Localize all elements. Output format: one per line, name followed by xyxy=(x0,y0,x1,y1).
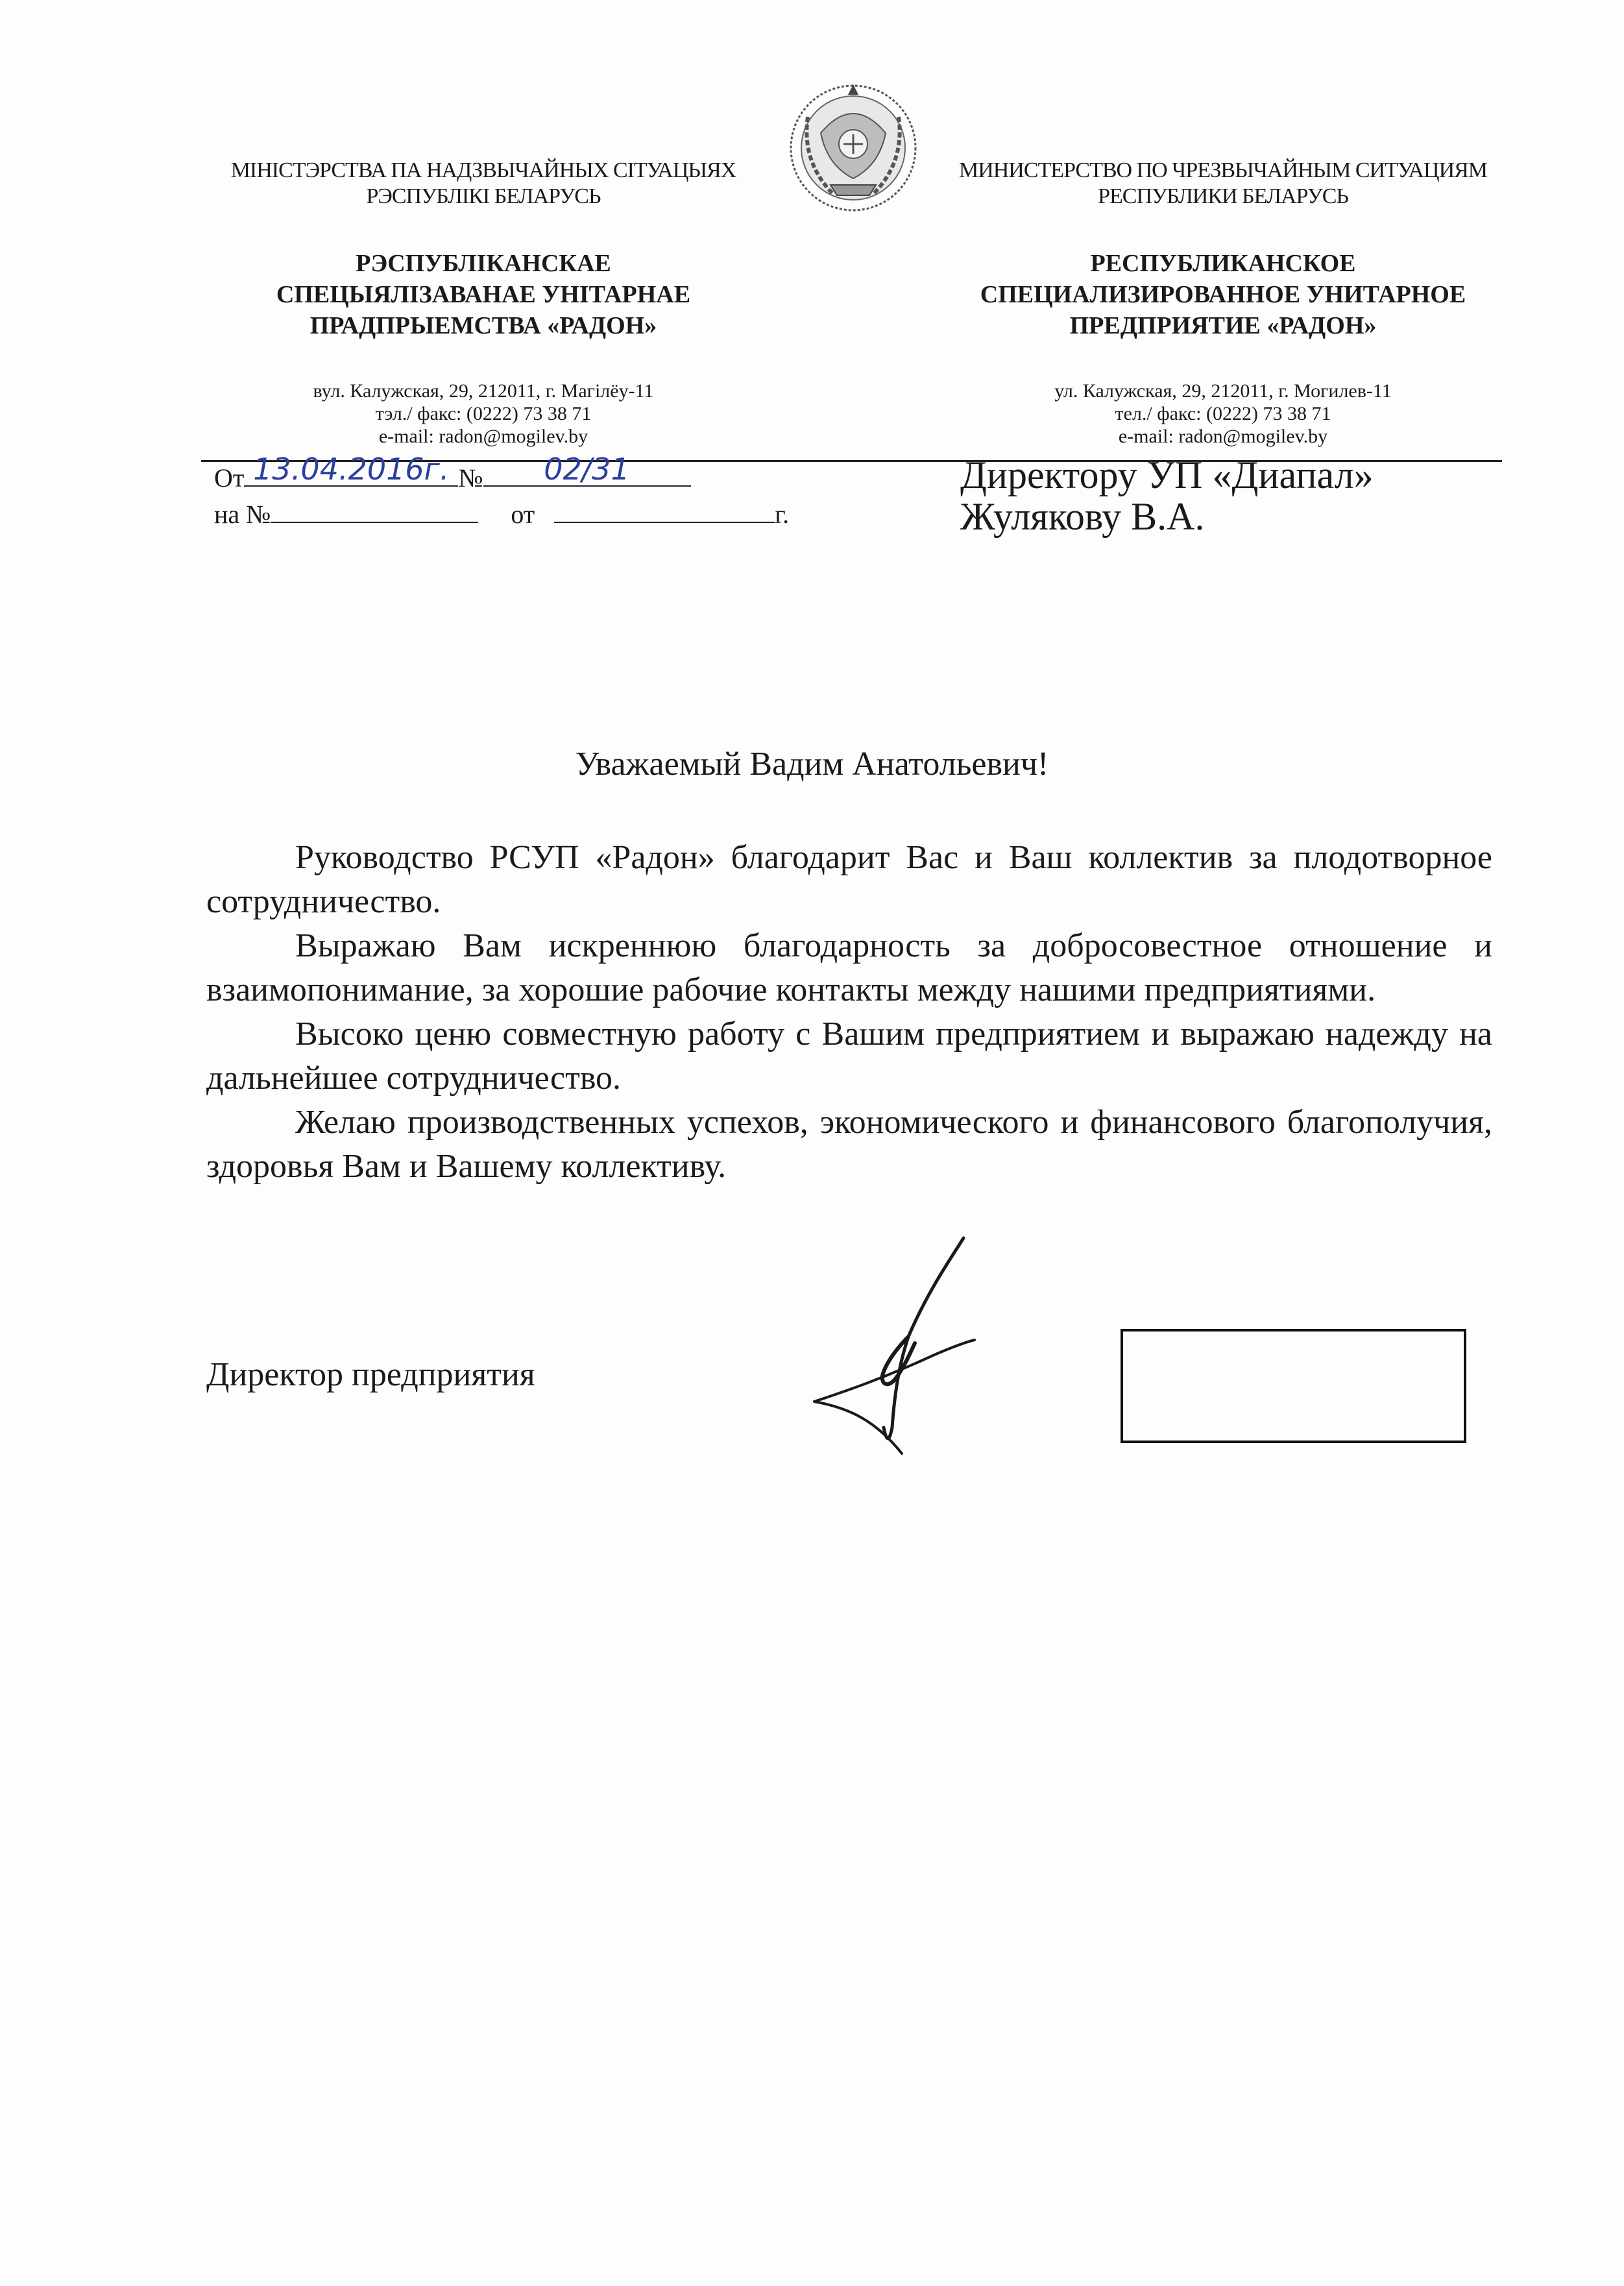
salutation: Уважаемый Вадим Анатольевич! xyxy=(575,746,1049,783)
paragraph: Руководство РСУП «Радон» благодарит Вас и Ваш коллектив за плодотворное сотрудничество. xyxy=(206,839,1492,920)
ministry-name-be: МІНІСТЭРСТВА ПА НАДЗВЫЧАЙНЫХ СІТУАЦЫЯХ РЭСПУБЛІКІ БЕЛАРУСЬ xyxy=(230,158,736,208)
paragraph: Желаю производственных успехов, экономического и финансового благополучия, здоровья Вам и Вашему коллективу. xyxy=(206,1104,1492,1185)
organization-name-be: РЭСПУБЛІКАНСКАЕ СПЕЦЫЯЛІЗАВАНАЕ УНІТАРНАЕ ПРАДПРЫЕМСТВА «РАДОН» xyxy=(276,250,691,339)
date-field: 13.04.2016г. xyxy=(244,462,458,487)
signatory-role: Директор предприятия xyxy=(206,1356,535,1393)
outgoing-registration-line: От 13.04.2016г. № 02/31 xyxy=(214,462,691,494)
addressee-block: Директору УП «Диапал» Жулякову В.А. xyxy=(960,454,1374,538)
reply-registration-line: на № от г. xyxy=(214,500,790,529)
paragraph: Выражаю Вам искреннюю благодарность за добросовестное отношение и взаимопонимание, за хорошие рабочие контакты между нашими предприятиями. xyxy=(206,927,1492,1008)
organization-name-ru: РЕСПУБЛИКАНСКОЕ СПЕЦИАЛИЗИРОВАННОЕ УНИТАРНОЕ ПРЕДПРИЯТИЕ «РАДОН» xyxy=(980,250,1466,339)
reply-number-field xyxy=(271,498,478,523)
address-block-ru: ул. Калужская, 29, 212011, г. Могилев-11 тел./ факс: (0222) 73 38 71 e-mail: radon@mogilev.by xyxy=(1054,380,1392,447)
name-stamp-box xyxy=(1121,1329,1466,1443)
reply-date-field xyxy=(554,498,775,523)
number-field: 02/31 xyxy=(483,462,691,487)
signature-icon xyxy=(805,1233,980,1466)
address-block-be: вул. Калужская, 29, 212011, г. Магілёу-11 тэл./ факс: (0222) 73 38 71 e-mail: radon@mogilev.by xyxy=(313,380,654,447)
state-emblem-icon xyxy=(782,71,925,227)
paragraph: Высоко ценю совместную работу с Вашим предприятием и выражаю надежду на дальнейшее сотрудничество. xyxy=(206,1015,1492,1097)
letter-body xyxy=(206,836,1492,1189)
ministry-name-ru: МИНИСТЕРСТВО ПО ЧРЕЗВЫЧАЙНЫМ СИТУАЦИЯМ РЕСПУБЛИКИ БЕЛАРУСЬ xyxy=(958,158,1488,208)
